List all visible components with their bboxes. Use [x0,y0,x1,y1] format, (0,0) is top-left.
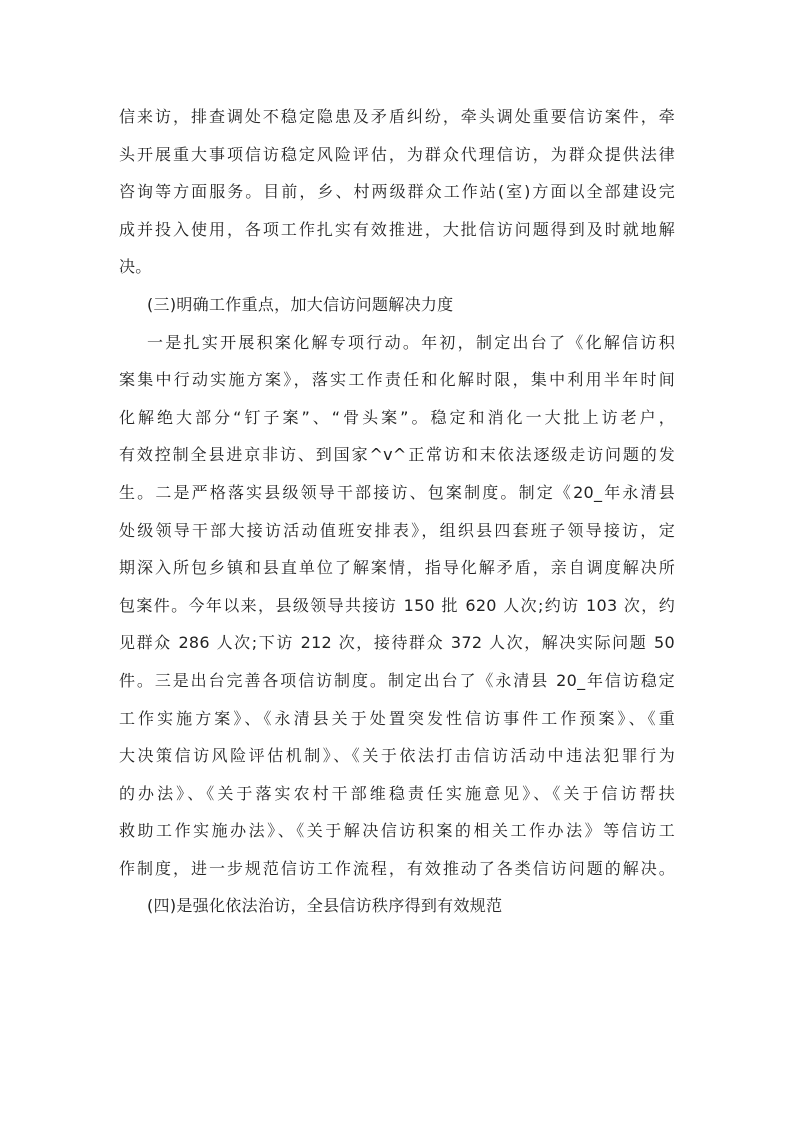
paragraph-line: 一是扎实开展积案化解专项行动。年初，制定出台了《化解信访积 [147,332,675,352]
document-body [119,98,675,925]
paragraph-line: 化解绝大部分“钉子案”、“骨头案”。稳定和消化一大批上访老户， [119,407,675,427]
paragraph-line: 成并投入使用，各项工作扎实有效推进，大批信访问题得到及时就地解 [119,219,675,239]
paragraph-line: 处级领导干部大接访活动值班安排表》，组织县四套班子领导接访，定 [119,520,675,540]
paragraph-line: 案集中行动实施方案》，落实工作责任和化解时限，集中利用半年时间 [119,370,675,390]
paragraph-line: 期深入所包乡镇和县直单位了解案情，指导化解矛盾，亲自调度解决所 [119,558,675,578]
paragraph-line: 大决策信访风险评估机制》、《关于依法打击信访活动中违法犯罪行为 [119,746,675,766]
paragraph-line: 工作实施方案》、《永清县关于处置突发性信访事件工作预案》、《重 [119,708,675,728]
paragraph-line: 作制度，进一步规范信访工作流程，有效推动了各类信访问题的解决。 [119,858,675,878]
paragraph-line: 见群众 286 人次;下访 212 次，接待群众 372 人次，解决实际问题 50 [119,633,675,653]
section-heading: (四)是强化依法治访，全县信访秩序得到有效规范 [147,896,503,916]
section-heading: (三)明确工作重点，加大信访问题解决力度 [147,294,454,314]
paragraph-line: 的办法》、《关于落实农村干部维稳责任实施意见》、《关于信访帮扶 [119,783,675,803]
paragraph-line: 生。二是严格落实县级领导干部接访、包案制度。制定《20_年永清县 [119,482,675,502]
paragraph-line: 信来访，排查调处不稳定隐患及矛盾纠纷，牵头调处重要信访案件，牵 [119,107,675,126]
paragraph-line: 咨询等方面服务。目前，乡、村两级群众工作站(室)方面以全部建设完 [119,182,675,202]
paragraph-line: 包案件。今年以来，县级领导共接访 150 批 620 人次;约访 103 次，约 [119,595,675,615]
paragraph-line: 头开展重大事项信访稳定风险评估，为群众代理信访，为群众提供法律 [119,144,675,164]
paragraph-line: 救助工作实施办法》、《关于解决信访积案的相关工作办法》等信访工 [119,821,675,841]
paragraph-line: 决。 [119,257,152,277]
paragraph-line: 件。三是出台完善各项信访制度。制定出台了《永清县 20_年信访稳定 [119,670,675,690]
paragraph-line: 有效控制全县进京非访、到国家^v^正常访和末依法逐级走访问题的发 [119,445,675,465]
